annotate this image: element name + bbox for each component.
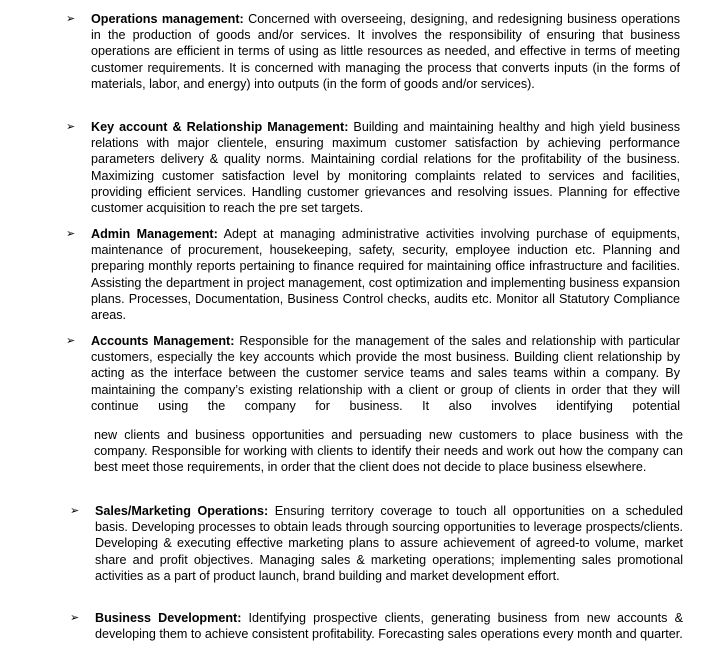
section-heading: Accounts Management:	[91, 334, 235, 348]
section-body: Identifying prospective clients, generating business from new accounts & developing them to achieve consistent profitability. Forecasting sales operations every month and quarter.	[95, 611, 683, 642]
section-heading: Operations management:	[91, 12, 244, 26]
section-body: Responsible for the management of the sales and relationship with particular customers, especially the key accounts which provide the most business. Building client relationship by acting as the interface between the customer service teams and sales teams within a company. By maintaining the company’s existing relationship with a client or group of clients in order that they will continue using the company for business. It also involves identifying potential	[91, 334, 680, 413]
section-body: Concerned with overseeing, designing, and redesigning business operations in the production of goods and/or services. It involves the responsibility of ensuring that business operations are efficient in terms of using as little resources as needed, and effective in terms of meeting customer requirements. It is concerned with managing the process that converts inputs (in the forms of materials, labor, and energy) into outputs (in the form of goods and/or services).	[91, 12, 680, 91]
arrow-bullet-icon: ➢	[70, 504, 80, 517]
paragraph	[95, 610, 683, 642]
paragraph-continuation: new clients and business opportunities and persuading new customers to place business with the company. Responsible for working with clients to identify their needs and work out how the company can best meet those requirements, in order that the client does not decide to place business elsewhere.	[94, 428, 683, 475]
section-body: Building and maintaining healthy and high yield business relations with major clientele, ensuring maximum customer satisfaction by achieving performance parameters delivery & quality norms. Maintaining cordial relations for the profitability of the business. Maximizing customer satisfaction level by monitoring complaints related to services and facilities, providing efficient services. Handling customer grievances and resolving issues. Planning for effective customer acquisition to reach the pre set targets.	[91, 120, 680, 216]
section-heading: Business Development:	[95, 611, 242, 625]
paragraph	[91, 333, 680, 414]
section-heading: Sales/Marketing Operations:	[95, 504, 269, 518]
paragraph	[91, 11, 680, 92]
arrow-bullet-icon: ➢	[70, 611, 80, 624]
arrow-bullet-icon: ➢	[66, 334, 76, 347]
paragraph	[91, 119, 680, 216]
section-heading: Key account & Relationship Management:	[91, 120, 349, 134]
paragraph	[95, 503, 683, 584]
arrow-bullet-icon: ➢	[66, 12, 76, 25]
section-body: Ensuring territory coverage to touch all opportunities on a scheduled basis. Developing processes to obtain leads through sourcing opportunities to leverage prospects/clients. Developing & executing effective marketing plans to assure achievement of agreed-to volume, market share and profit objectives. Managing sales & marketing operations; implementing sales promotional activities as a part of product launch, brand building and market development effort.	[95, 504, 683, 583]
paragraph	[91, 226, 680, 323]
section-heading: Admin Management:	[91, 227, 218, 241]
section-body: Adept at managing administrative activities involving purchase of equipments, maintenance of procurement, housekeeping, safety, security, employee induction etc. Planning and preparing monthly reports pertaining to finance required for maintaining office infrastructure and facilities. Assisting the department in project management, cost optimization and implementing business expansion plans. Processes, Documentation, Business Control checks, audits etc. Monitor all Statutory Compliance areas.	[91, 227, 680, 323]
arrow-bullet-icon: ➢	[66, 227, 76, 240]
arrow-bullet-icon: ➢	[66, 120, 76, 133]
